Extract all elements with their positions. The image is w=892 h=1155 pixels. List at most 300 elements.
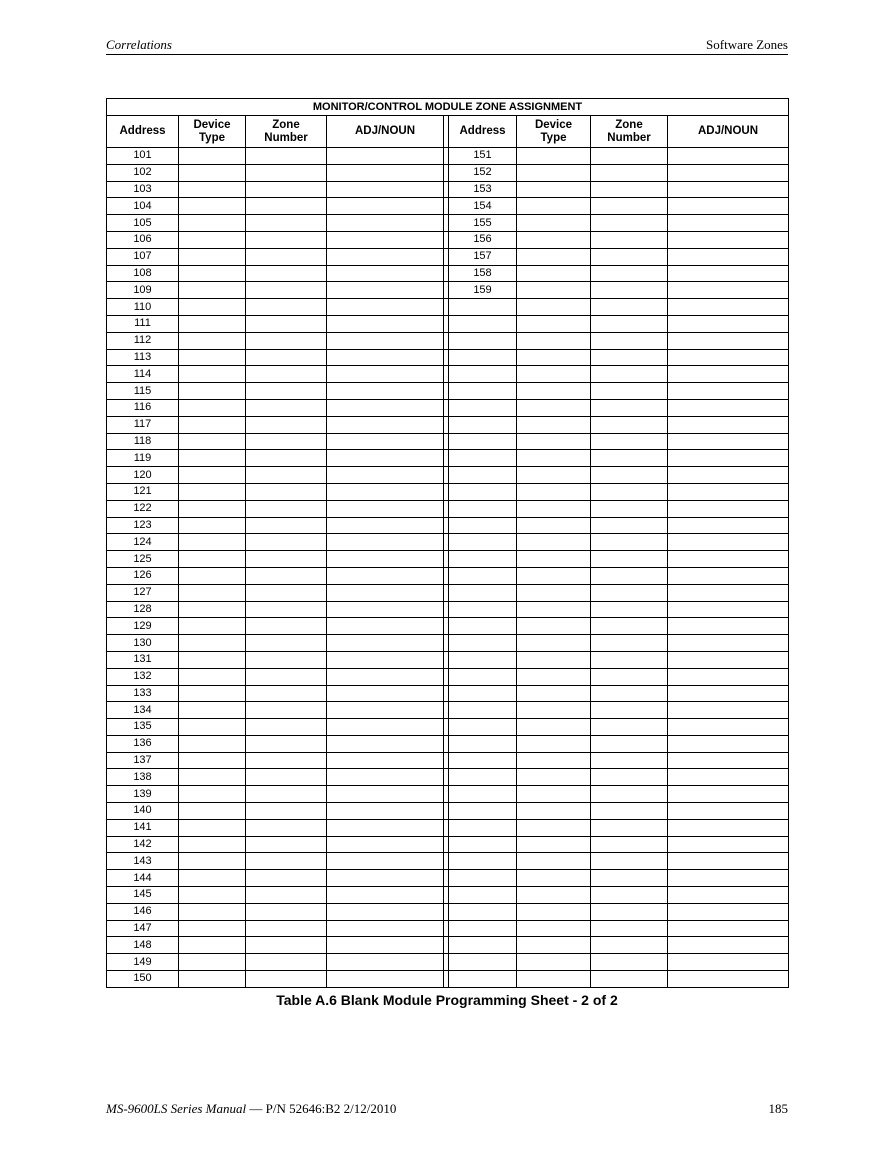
address-cell: 148	[107, 937, 179, 954]
adj-noun-cell	[327, 282, 444, 299]
zone-number-cell	[246, 836, 327, 853]
adj-noun-cell-right	[668, 416, 789, 433]
table-row	[107, 164, 789, 181]
chapter-name: Software Zones	[706, 37, 788, 52]
zone-number-cell-right	[591, 786, 668, 803]
adj-noun-cell-right	[668, 299, 789, 316]
zone-number-cell-right	[591, 651, 668, 668]
adj-noun-cell	[327, 483, 444, 500]
device-type-cell-right	[517, 903, 591, 920]
address-cell-right	[449, 954, 517, 971]
zone-number-cell-right	[591, 735, 668, 752]
zone-number-cell	[246, 517, 327, 534]
zone-number-cell	[246, 735, 327, 752]
adj-noun-cell-right	[668, 517, 789, 534]
zone-number-cell	[246, 971, 327, 988]
zone-number-cell-right	[591, 416, 668, 433]
adj-noun-cell-right	[668, 735, 789, 752]
table-row	[107, 836, 789, 853]
zone-number-cell-right	[591, 601, 668, 618]
device-type-cell	[179, 651, 246, 668]
address-cell: 136	[107, 735, 179, 752]
adj-noun-cell	[327, 584, 444, 601]
device-type-cell-right	[517, 937, 591, 954]
adj-noun-cell-right	[668, 467, 789, 484]
zone-number-cell	[246, 803, 327, 820]
adj-noun-cell-right	[668, 399, 789, 416]
address-cell: 122	[107, 500, 179, 517]
adj-noun-cell	[327, 702, 444, 719]
table-row	[107, 769, 789, 786]
device-type-cell-right	[517, 164, 591, 181]
device-type-cell	[179, 668, 246, 685]
address-cell-right	[449, 836, 517, 853]
zone-number-cell	[246, 903, 327, 920]
table-row	[107, 971, 789, 988]
adj-noun-cell	[327, 265, 444, 282]
adj-noun-cell	[327, 836, 444, 853]
table-row	[107, 819, 789, 836]
address-cell: 123	[107, 517, 179, 534]
adj-noun-cell-right	[668, 198, 789, 215]
zone-number-cell-right	[591, 752, 668, 769]
address-cell-right: 155	[449, 215, 517, 232]
zone-number-cell-right	[591, 366, 668, 383]
table-row	[107, 735, 789, 752]
adj-noun-cell	[327, 887, 444, 904]
address-cell-right	[449, 903, 517, 920]
address-cell: 103	[107, 181, 179, 198]
zone-number-cell	[246, 651, 327, 668]
address-cell-right	[449, 315, 517, 332]
address-cell: 111	[107, 315, 179, 332]
adj-noun-cell-right	[668, 584, 789, 601]
device-type-cell	[179, 500, 246, 517]
table-row	[107, 786, 789, 803]
adj-noun-cell-right	[668, 231, 789, 248]
adj-noun-cell	[327, 937, 444, 954]
device-type-cell	[179, 231, 246, 248]
adj-noun-cell-right	[668, 567, 789, 584]
col-device-type-right-line1: Device	[534, 118, 573, 131]
col-device-type-line2: Type	[199, 131, 225, 144]
adj-noun-cell-right	[668, 500, 789, 517]
adj-noun-cell	[327, 803, 444, 820]
device-type-cell-right	[517, 399, 591, 416]
table-row	[107, 954, 789, 971]
adj-noun-cell-right	[668, 248, 789, 265]
adj-noun-cell-right	[668, 702, 789, 719]
zone-number-cell-right	[591, 903, 668, 920]
address-cell: 139	[107, 786, 179, 803]
device-type-cell-right	[517, 786, 591, 803]
col-zone-number-line2: Number	[264, 131, 308, 144]
adj-noun-cell-right	[668, 668, 789, 685]
device-type-cell-right	[517, 383, 591, 400]
device-type-cell	[179, 618, 246, 635]
table-row	[107, 433, 789, 450]
table-row	[107, 702, 789, 719]
device-type-cell	[179, 399, 246, 416]
adj-noun-cell-right	[668, 836, 789, 853]
zone-number-cell	[246, 920, 327, 937]
adj-noun-cell	[327, 315, 444, 332]
device-type-cell-right	[517, 416, 591, 433]
zone-number-cell	[246, 215, 327, 232]
address-cell-right	[449, 685, 517, 702]
col-zone-number-line1: Zone	[272, 118, 300, 131]
section-name: Correlations	[106, 37, 172, 52]
device-type-cell-right	[517, 702, 591, 719]
table-title: MONITOR/CONTROL MODULE ZONE ASSIGNMENT	[107, 99, 789, 116]
address-cell: 141	[107, 819, 179, 836]
adj-noun-cell	[327, 719, 444, 736]
device-type-cell-right	[517, 332, 591, 349]
zone-number-cell-right	[591, 164, 668, 181]
adj-noun-cell-right	[668, 265, 789, 282]
table-row	[107, 215, 789, 232]
adj-noun-cell-right	[668, 954, 789, 971]
device-type-cell	[179, 819, 246, 836]
zone-assignment-table	[106, 98, 789, 988]
device-type-cell-right	[517, 551, 591, 568]
address-cell: 109	[107, 282, 179, 299]
address-cell: 140	[107, 803, 179, 820]
adj-noun-cell	[327, 332, 444, 349]
running-footer	[106, 1101, 788, 1119]
address-cell-right	[449, 735, 517, 752]
address-cell: 146	[107, 903, 179, 920]
address-cell-right	[449, 702, 517, 719]
device-type-cell-right	[517, 517, 591, 534]
zone-number-cell-right	[591, 836, 668, 853]
address-cell: 135	[107, 719, 179, 736]
device-type-cell	[179, 164, 246, 181]
zone-number-cell-right	[591, 399, 668, 416]
address-cell: 104	[107, 198, 179, 215]
table-row	[107, 467, 789, 484]
address-cell-right	[449, 399, 517, 416]
table-row	[107, 315, 789, 332]
adj-noun-cell-right	[668, 971, 789, 988]
device-type-cell-right	[517, 181, 591, 198]
device-type-cell	[179, 383, 246, 400]
device-type-cell	[179, 551, 246, 568]
zone-number-cell-right	[591, 937, 668, 954]
device-type-cell-right	[517, 315, 591, 332]
adj-noun-cell	[327, 618, 444, 635]
table-row	[107, 685, 789, 702]
address-cell-right: 157	[449, 248, 517, 265]
adj-noun-cell	[327, 954, 444, 971]
address-cell: 113	[107, 349, 179, 366]
address-cell: 131	[107, 651, 179, 668]
adj-noun-cell-right	[668, 937, 789, 954]
address-cell: 143	[107, 853, 179, 870]
device-type-cell-right	[517, 803, 591, 820]
address-cell-right	[449, 971, 517, 988]
device-type-cell-right	[517, 887, 591, 904]
device-type-cell	[179, 769, 246, 786]
device-type-cell-right	[517, 148, 591, 165]
zone-number-cell	[246, 887, 327, 904]
address-cell: 128	[107, 601, 179, 618]
adj-noun-cell	[327, 735, 444, 752]
zone-number-cell-right	[591, 719, 668, 736]
zone-number-cell	[246, 450, 327, 467]
address-cell-right	[449, 618, 517, 635]
table-row	[107, 903, 789, 920]
address-cell-right	[449, 651, 517, 668]
adj-noun-cell	[327, 467, 444, 484]
adj-noun-cell-right	[668, 282, 789, 299]
device-type-cell	[179, 719, 246, 736]
zone-number-cell	[246, 786, 327, 803]
address-cell-right	[449, 819, 517, 836]
adj-noun-cell	[327, 971, 444, 988]
address-cell-right	[449, 433, 517, 450]
zone-number-cell	[246, 148, 327, 165]
table-row	[107, 584, 789, 601]
table-row	[107, 752, 789, 769]
device-type-cell	[179, 483, 246, 500]
zone-number-cell-right	[591, 181, 668, 198]
address-cell: 142	[107, 836, 179, 853]
device-type-cell	[179, 920, 246, 937]
device-type-cell	[179, 282, 246, 299]
zone-number-cell	[246, 685, 327, 702]
adj-noun-cell-right	[668, 164, 789, 181]
address-cell-right	[449, 920, 517, 937]
address-cell-right	[449, 567, 517, 584]
device-type-cell-right	[517, 467, 591, 484]
col-zone-number-right-line1: Zone	[615, 118, 643, 131]
device-type-cell	[179, 887, 246, 904]
zone-number-cell-right	[591, 433, 668, 450]
zone-number-cell-right	[591, 870, 668, 887]
table-row	[107, 635, 789, 652]
zone-number-cell-right	[591, 618, 668, 635]
device-type-cell-right	[517, 735, 591, 752]
address-cell: 145	[107, 887, 179, 904]
adj-noun-cell	[327, 651, 444, 668]
address-cell-right	[449, 870, 517, 887]
device-type-cell-right	[517, 601, 591, 618]
zone-number-cell	[246, 551, 327, 568]
col-zone-number-right-line2: Number	[607, 131, 651, 144]
table-caption: Table A.6 Blank Module Programming Sheet - 2 of 2	[276, 992, 618, 1008]
address-cell-right: 152	[449, 164, 517, 181]
adj-noun-cell-right	[668, 769, 789, 786]
adj-noun-cell	[327, 685, 444, 702]
zone-number-cell-right	[591, 231, 668, 248]
address-cell-right: 153	[449, 181, 517, 198]
manual-title: MS-9600LS Series Manual	[106, 1101, 247, 1116]
adj-noun-cell	[327, 148, 444, 165]
device-type-cell	[179, 752, 246, 769]
col-device-type-line1: Device	[193, 118, 231, 131]
table-row	[107, 231, 789, 248]
adj-noun-cell-right	[668, 786, 789, 803]
zone-number-cell	[246, 819, 327, 836]
table-row	[107, 920, 789, 937]
part-number: — P/N 52646:B2 2/12/2010	[246, 1101, 397, 1116]
col-address: Address	[107, 116, 179, 148]
address-cell: 125	[107, 551, 179, 568]
table-row	[107, 803, 789, 820]
device-type-cell	[179, 181, 246, 198]
address-cell-right	[449, 937, 517, 954]
table-row	[107, 416, 789, 433]
adj-noun-cell	[327, 517, 444, 534]
zone-number-cell	[246, 668, 327, 685]
device-type-cell	[179, 450, 246, 467]
zone-number-cell	[246, 299, 327, 316]
adj-noun-cell	[327, 786, 444, 803]
address-cell-right	[449, 601, 517, 618]
device-type-cell	[179, 853, 246, 870]
zone-number-cell-right	[591, 971, 668, 988]
address-cell: 120	[107, 467, 179, 484]
address-cell: 127	[107, 584, 179, 601]
running-header	[106, 34, 788, 55]
zone-number-cell	[246, 702, 327, 719]
address-cell-right	[449, 467, 517, 484]
address-cell: 130	[107, 635, 179, 652]
device-type-cell-right	[517, 954, 591, 971]
address-cell: 129	[107, 618, 179, 635]
adj-noun-cell	[327, 198, 444, 215]
device-type-cell-right	[517, 282, 591, 299]
zone-number-cell	[246, 248, 327, 265]
address-cell-right	[449, 500, 517, 517]
zone-number-cell-right	[591, 803, 668, 820]
device-type-cell-right	[517, 618, 591, 635]
zone-number-cell-right	[591, 769, 668, 786]
adj-noun-cell	[327, 903, 444, 920]
adj-noun-cell	[327, 248, 444, 265]
adj-noun-cell	[327, 500, 444, 517]
address-cell: 132	[107, 668, 179, 685]
adj-noun-cell	[327, 366, 444, 383]
footer-manual-info	[106, 1101, 396, 1117]
table-row	[107, 534, 789, 551]
device-type-cell-right	[517, 920, 591, 937]
adj-noun-cell	[327, 164, 444, 181]
adj-noun-cell-right	[668, 920, 789, 937]
zone-number-cell	[246, 181, 327, 198]
address-cell-right: 151	[449, 148, 517, 165]
col-zone-number	[246, 116, 327, 148]
zone-number-cell-right	[591, 954, 668, 971]
zone-number-cell	[246, 769, 327, 786]
device-type-cell-right	[517, 819, 591, 836]
device-type-cell-right	[517, 567, 591, 584]
adj-noun-cell-right	[668, 819, 789, 836]
adj-noun-cell	[327, 769, 444, 786]
adj-noun-cell	[327, 349, 444, 366]
adj-noun-cell	[327, 534, 444, 551]
table-row	[107, 181, 789, 198]
adj-noun-cell-right	[668, 332, 789, 349]
device-type-cell-right	[517, 433, 591, 450]
table-row	[107, 198, 789, 215]
device-type-cell-right	[517, 248, 591, 265]
zone-number-cell-right	[591, 248, 668, 265]
address-cell: 133	[107, 685, 179, 702]
zone-number-cell	[246, 719, 327, 736]
address-cell-right	[449, 383, 517, 400]
adj-noun-cell-right	[668, 215, 789, 232]
address-cell-right	[449, 483, 517, 500]
adj-noun-cell-right	[668, 601, 789, 618]
zone-number-cell	[246, 315, 327, 332]
table-row	[107, 601, 789, 618]
device-type-cell	[179, 635, 246, 652]
device-type-cell-right	[517, 366, 591, 383]
device-type-cell	[179, 903, 246, 920]
address-cell: 138	[107, 769, 179, 786]
adj-noun-cell-right	[668, 719, 789, 736]
device-type-cell	[179, 735, 246, 752]
zone-number-cell-right	[591, 349, 668, 366]
address-cell-right	[449, 299, 517, 316]
device-type-cell-right	[517, 971, 591, 988]
device-type-cell-right	[517, 836, 591, 853]
adj-noun-cell	[327, 601, 444, 618]
address-cell-right	[449, 668, 517, 685]
address-cell-right	[449, 416, 517, 433]
adj-noun-cell	[327, 752, 444, 769]
device-type-cell-right	[517, 719, 591, 736]
device-type-cell	[179, 198, 246, 215]
adj-noun-cell-right	[668, 752, 789, 769]
device-type-cell	[179, 786, 246, 803]
table-row	[107, 937, 789, 954]
device-type-cell	[179, 299, 246, 316]
adj-noun-cell	[327, 383, 444, 400]
device-type-cell-right	[517, 198, 591, 215]
zone-number-cell	[246, 534, 327, 551]
adj-noun-cell-right	[668, 315, 789, 332]
device-type-cell-right	[517, 450, 591, 467]
device-type-cell-right	[517, 483, 591, 500]
address-cell: 124	[107, 534, 179, 551]
column-header-row	[107, 116, 789, 148]
zone-number-cell-right	[591, 500, 668, 517]
zone-number-cell-right	[591, 920, 668, 937]
device-type-cell	[179, 937, 246, 954]
device-type-cell-right	[517, 685, 591, 702]
table-row	[107, 282, 789, 299]
col-adj-noun: ADJ/NOUN	[327, 116, 444, 148]
table-row	[107, 618, 789, 635]
table-row	[107, 148, 789, 165]
zone-number-cell-right	[591, 702, 668, 719]
adj-noun-cell-right	[668, 887, 789, 904]
zone-number-cell	[246, 937, 327, 954]
adj-noun-cell	[327, 920, 444, 937]
address-cell: 115	[107, 383, 179, 400]
adj-noun-cell	[327, 416, 444, 433]
table-row	[107, 248, 789, 265]
adj-noun-cell	[327, 819, 444, 836]
table-row	[107, 399, 789, 416]
table-row	[107, 349, 789, 366]
address-cell-right	[449, 853, 517, 870]
adj-noun-cell	[327, 399, 444, 416]
zone-number-cell	[246, 164, 327, 181]
